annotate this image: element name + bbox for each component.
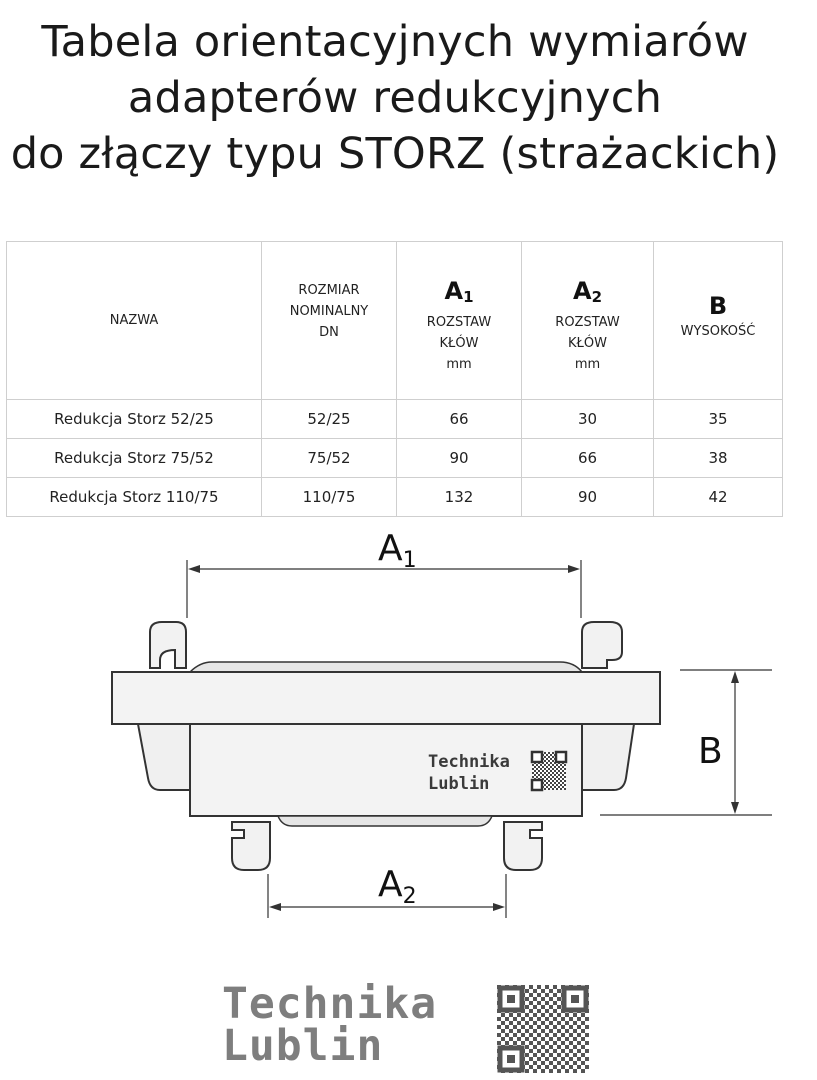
cell-b: 42 bbox=[654, 478, 783, 517]
bottom-right-lug bbox=[504, 822, 542, 870]
cell-name: Redukcja Storz 52/25 bbox=[7, 400, 262, 439]
header-b: B WYSOKOŚĆ bbox=[654, 242, 783, 400]
bottom-left-lug bbox=[232, 822, 270, 870]
table-row bbox=[7, 400, 783, 439]
cell-dn: 110/75 bbox=[262, 478, 397, 517]
top-gasket bbox=[190, 662, 582, 672]
bottom-gasket bbox=[278, 816, 492, 826]
watermark-line-2: Lublin bbox=[222, 1021, 384, 1071]
cell-dn: 75/52 bbox=[262, 439, 397, 478]
cell-a2: 30 bbox=[522, 400, 654, 439]
table-row bbox=[7, 478, 783, 517]
body-stamp-line-2: Lublin bbox=[428, 774, 490, 794]
title-line-1: Tabela orientacyjnych wymiarów bbox=[41, 17, 749, 67]
adapter-technical-drawing bbox=[0, 520, 817, 940]
table-row bbox=[7, 439, 783, 478]
table-header-row bbox=[7, 242, 783, 400]
header-a2-symbol: $A_2$ bbox=[572, 277, 602, 306]
a1-label: A1 bbox=[378, 528, 417, 573]
main-flange bbox=[112, 672, 660, 724]
cell-a2: 90 bbox=[522, 478, 654, 517]
header-name: NAZWA bbox=[7, 242, 262, 400]
b-label: B bbox=[698, 731, 723, 772]
cell-a1: 90 bbox=[397, 439, 522, 478]
top-left-lug bbox=[150, 622, 186, 668]
title-line-3: do złączy typu STORZ (strażackich) bbox=[10, 129, 780, 179]
adapter-body bbox=[190, 724, 582, 816]
header-a1: $A_1$ ROZSTAW KŁÓW mm bbox=[397, 242, 522, 400]
b-arrow-top bbox=[731, 671, 739, 683]
cell-name: Redukcja Storz 75/52 bbox=[7, 439, 262, 478]
page-title bbox=[0, 14, 790, 182]
a1-arrow-right bbox=[568, 565, 580, 573]
header-a2: $A_2$ ROZSTAW KŁÓW mm bbox=[522, 242, 654, 400]
left-side-wing bbox=[138, 724, 190, 790]
watermark-text bbox=[222, 979, 438, 1071]
cell-a1: 132 bbox=[397, 478, 522, 517]
watermark-qr-code-icon bbox=[497, 985, 589, 1073]
cell-name: Redukcja Storz 110/75 bbox=[7, 478, 262, 517]
cell-b: 38 bbox=[654, 439, 783, 478]
body-qr-code-icon bbox=[532, 752, 566, 790]
right-side-wing bbox=[582, 724, 634, 790]
header-dn: ROZMIAR NOMINALNY DN bbox=[262, 242, 397, 400]
a2-arrow-left bbox=[269, 903, 281, 911]
body-stamp-line-1: Technika bbox=[428, 752, 510, 772]
top-right-lug bbox=[582, 622, 622, 668]
cell-b: 35 bbox=[654, 400, 783, 439]
cell-a1: 66 bbox=[397, 400, 522, 439]
a2-arrow-right bbox=[493, 903, 505, 911]
a1-arrow-left bbox=[188, 565, 200, 573]
cell-dn: 52/25 bbox=[262, 400, 397, 439]
b-arrow-bottom bbox=[731, 802, 739, 814]
header-b-symbol: B bbox=[708, 292, 728, 320]
a2-label: A2 bbox=[378, 864, 417, 909]
header-a1-symbol: $A_1$ bbox=[444, 277, 474, 306]
dimensions-table bbox=[6, 241, 783, 517]
watermark-line-1: Technika bbox=[222, 979, 438, 1029]
cell-a2: 66 bbox=[522, 439, 654, 478]
title-line-2: adapterów redukcyjnych bbox=[127, 73, 663, 123]
